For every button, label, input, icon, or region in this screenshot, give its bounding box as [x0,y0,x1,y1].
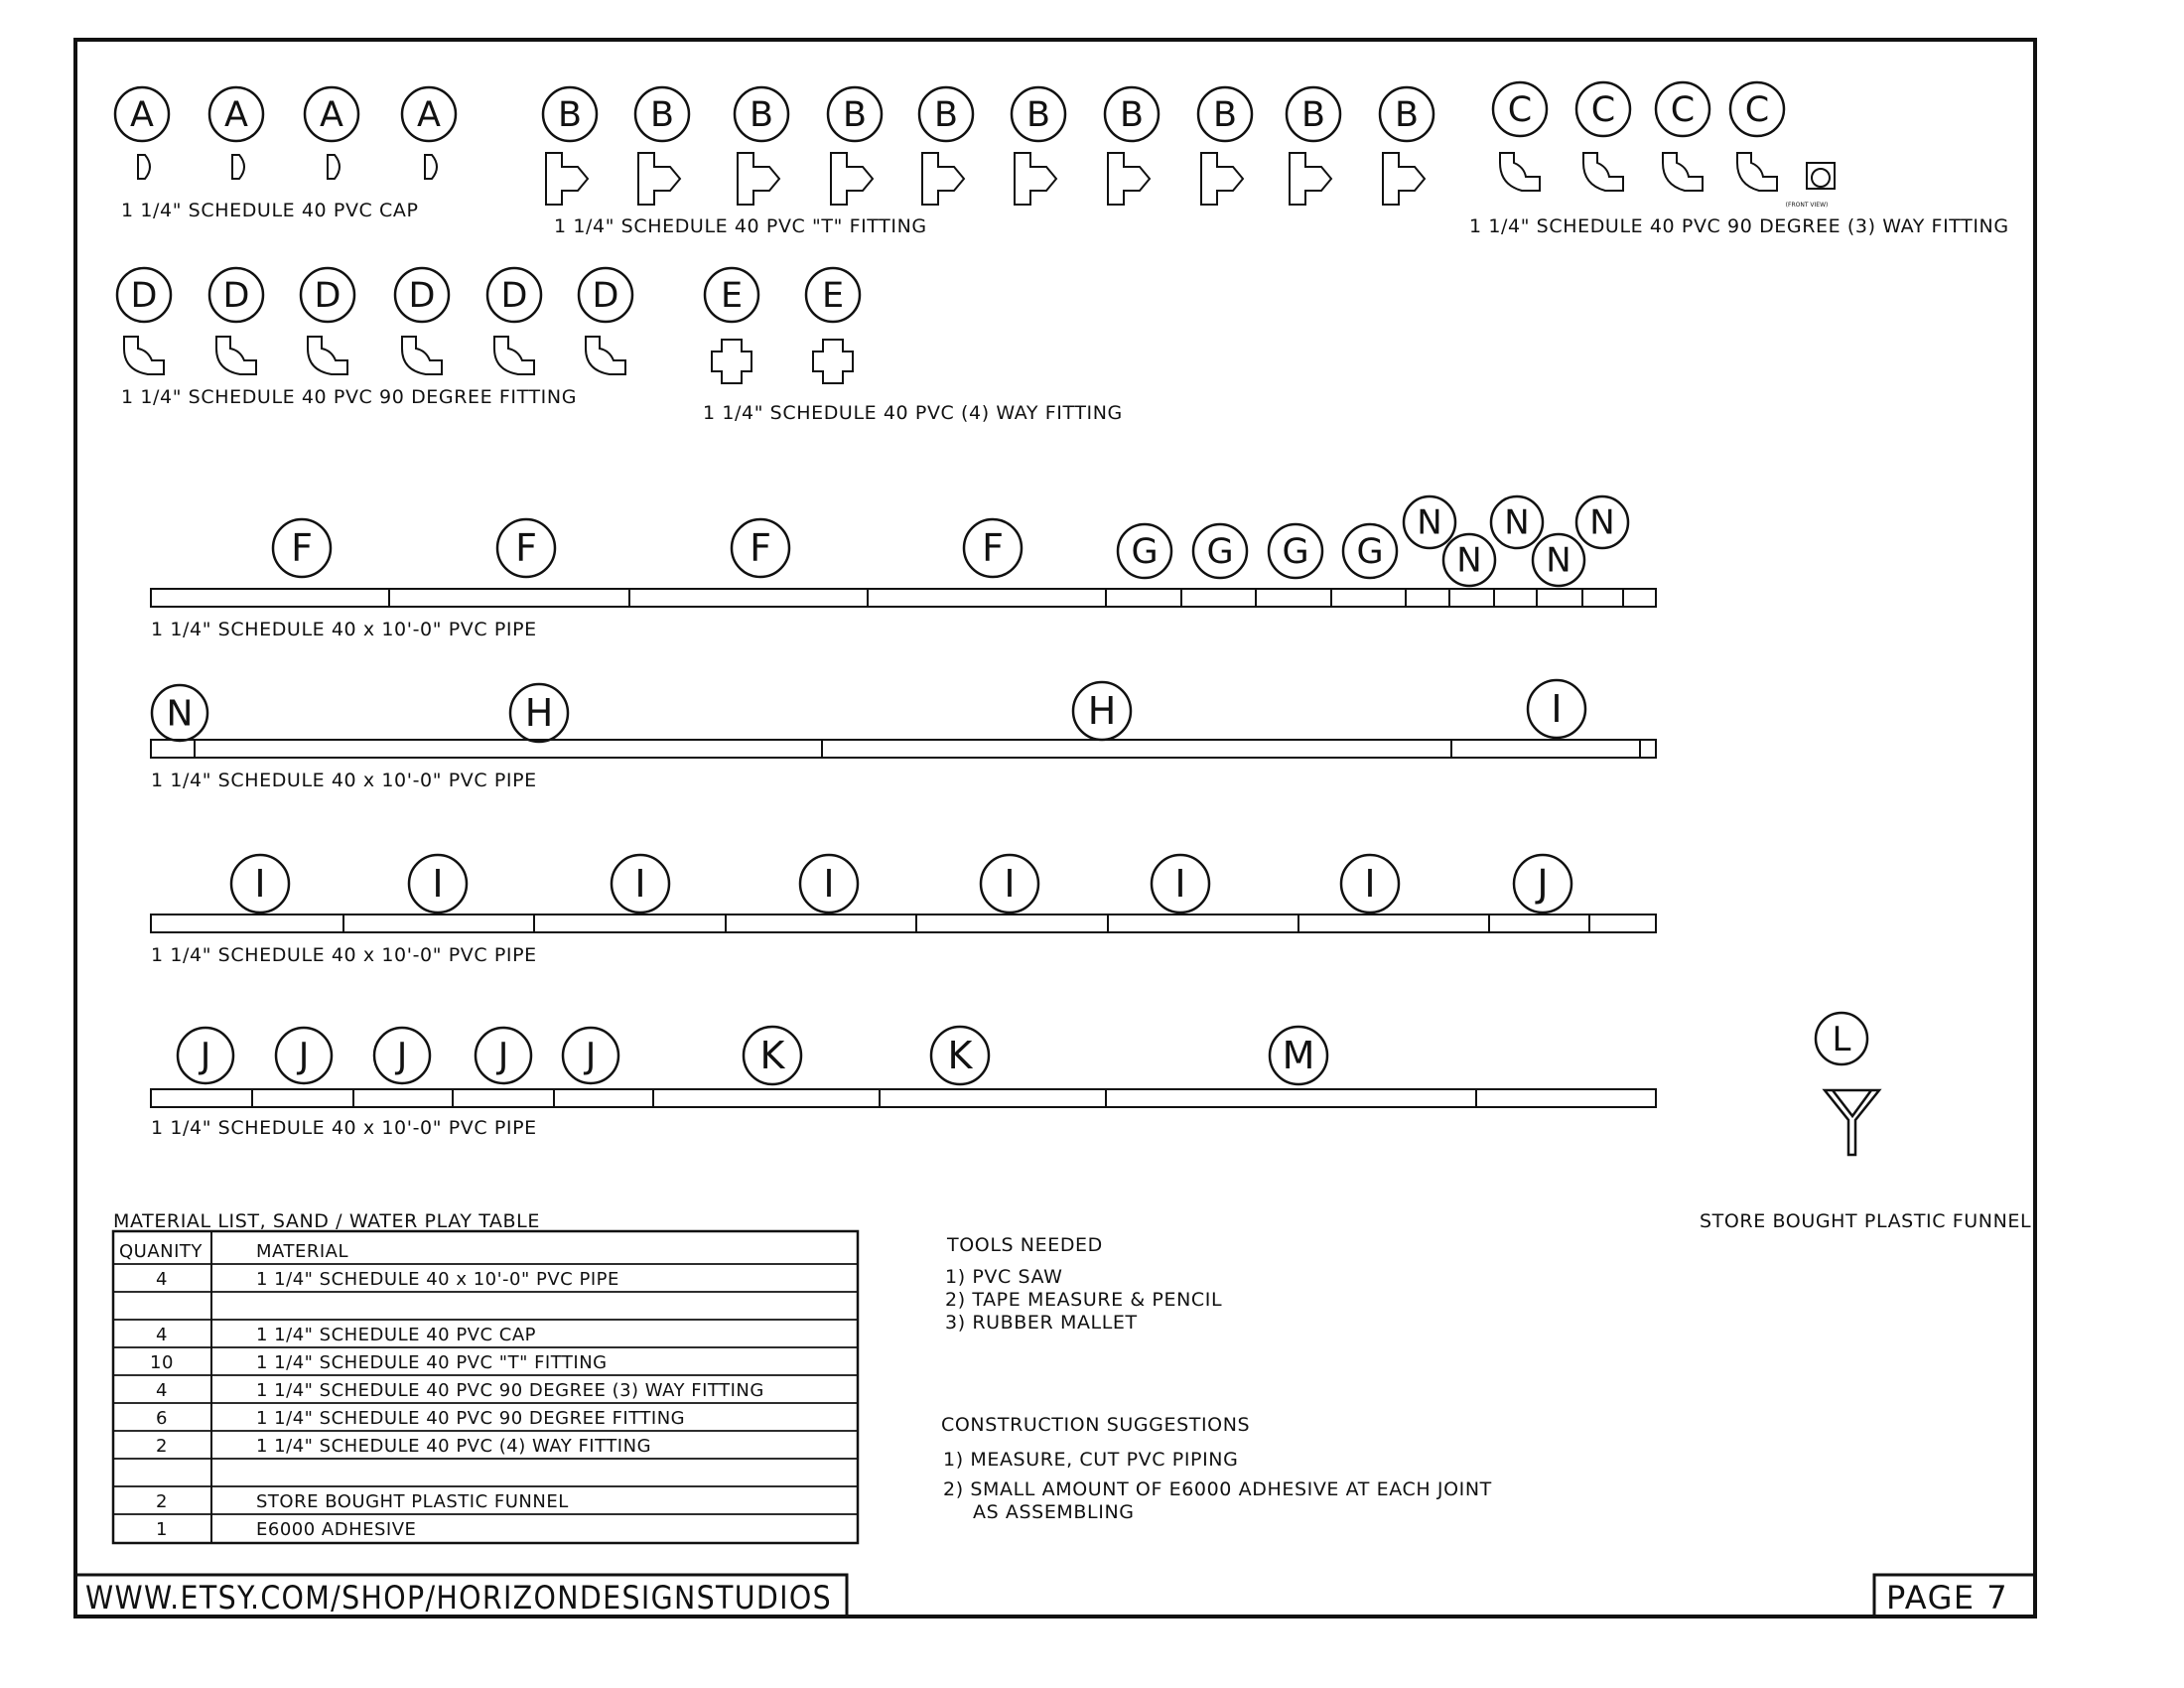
callout-k [931,1027,989,1084]
pipe-4-label: 1 1/4" SCHEDULE 40 x 10'-0" PVC PIPE [151,1117,537,1139]
callout-letter: J [1537,862,1549,907]
callout-letter: D [130,276,158,317]
callout-j [276,1028,332,1083]
callout-letter: D [592,276,619,317]
callout-j [178,1028,233,1083]
pipe-row-4 [151,1027,1656,1107]
pipe-1-label: 1 1/4" SCHEDULE 40 x 10'-0" PVC PIPE [151,619,537,640]
fitting-b-icon [922,153,964,205]
fitting-d-icon [494,337,534,374]
callout-j [374,1028,430,1083]
callout-letter: J [200,1036,211,1077]
callout-n [1443,534,1495,586]
callout-j [476,1028,531,1083]
callout-b [919,87,973,141]
callout-i [1528,680,1585,738]
material-name: 1 1/4" SCHEDULE 40 x 10'-0" PVC PIPE [256,1269,619,1290]
callout-letter: N [1456,540,1482,581]
callout-n [152,685,207,741]
callout-n [1576,496,1628,548]
fitting-b-icon [1383,153,1425,205]
callout-f [497,519,555,577]
fitting-a-icon [138,155,150,179]
fitting-b-icon [546,153,588,205]
callout-a [209,87,263,141]
callout-letter: N [1504,502,1530,543]
callout-j [1514,855,1571,913]
callout-f [964,519,1022,577]
callout-b [1012,87,1065,141]
material-quantity: 4 [156,1380,168,1401]
callout-letter: D [222,276,250,317]
construction-item: AS ASSEMBLING [973,1501,1135,1523]
website-url: WWW.ETSY.COM/SHOP/HORIZONDESIGNSTUDIOS [85,1579,832,1617]
funnel-callout-letter: L [1832,1020,1851,1059]
callout-letter: H [524,691,554,736]
callout-m [1270,1027,1327,1084]
callout-letter: J [298,1036,310,1077]
front-view-icon [1812,169,1830,187]
pipe-row-3 [151,855,1656,932]
fitting-d-icon [308,337,347,374]
callout-a [305,87,358,141]
callout-letter: J [497,1036,509,1077]
fitting-b-icon [1015,153,1056,205]
callout-letter: B [1212,95,1238,136]
callout-letter: B [1300,95,1326,136]
callout-e [806,268,860,322]
callout-letter: I [823,862,835,907]
tools-title: TOOLS NEEDED [947,1234,1103,1256]
callout-letter: I [1174,862,1186,907]
tool-item: 3) RUBBER MALLET [945,1312,1138,1334]
callout-letter: G [1206,532,1234,573]
fitting-e-icon [813,340,853,383]
material-name: 1 1/4" SCHEDULE 40 PVC 90 DEGREE FITTING [256,1408,686,1429]
callout-letter: I [432,862,444,907]
material-quantity: 4 [156,1269,168,1290]
tool-item: 1) PVC SAW [945,1266,1063,1288]
callout-b [828,87,882,141]
callout-i [231,855,289,913]
callout-letter: B [557,95,583,136]
callout-k [744,1027,801,1084]
pipe-row-1 [151,496,1656,607]
callout-b [543,87,597,141]
pipe-row-2 [151,680,1656,758]
callout-c [1730,82,1784,136]
callout-i [1341,855,1399,913]
callout-letter: K [759,1034,785,1078]
callout-d [487,268,541,322]
pipes-layer [151,496,1656,1107]
callout-f [273,519,331,577]
fitting-d-icon [216,337,256,374]
funnel-label: STORE BOUGHT PLASTIC FUNNEL [1700,1210,2032,1232]
callout-i [1152,855,1209,913]
callout-letter: B [1394,95,1420,136]
callout-letter: N [1589,502,1615,543]
callout-letter: B [1025,95,1051,136]
pipe-bar [151,914,1656,932]
callout-g [1343,524,1397,578]
fitting-b-icon [738,153,779,205]
header-material: MATERIAL [256,1241,348,1262]
callout-i [409,855,467,913]
callout-e [705,268,758,322]
tools-needed [945,1234,1222,1334]
callout-letter: N [166,693,194,735]
callout-letter: F [291,526,313,571]
callout-h [510,684,568,742]
callout-d [209,268,263,322]
tool-item: 2) TAPE MEASURE & PENCIL [945,1289,1223,1311]
funnel-group [1700,1013,2031,1232]
construction-title: CONSTRUCTION SUGGESTIONS [941,1414,1251,1436]
callout-d [117,268,171,322]
callout-j [563,1028,618,1083]
callout-n [1404,496,1455,548]
part-b-label: 1 1/4" SCHEDULE 40 PVC "T" FITTING [554,215,927,237]
material-name: STORE BOUGHT PLASTIC FUNNEL [256,1491,569,1512]
pipe-bar [151,589,1656,607]
callout-letter: G [1356,532,1384,573]
fitting-e-icon [712,340,751,383]
callout-letter: F [750,526,771,571]
construction-item: 2) SMALL AMOUNT OF E6000 ADHESIVE AT EACH JOINT [943,1478,1492,1500]
material-name: 1 1/4" SCHEDULE 40 PVC 90 DEGREE (3) WAY FITTING [256,1380,764,1401]
callout-d [395,268,449,322]
callout-f [732,519,789,577]
callout-letter: H [1087,689,1117,734]
callout-letter: G [1282,532,1309,573]
part-e-label: 1 1/4" SCHEDULE 40 PVC (4) WAY FITTING [703,402,1123,424]
material-name: 1 1/4" SCHEDULE 40 PVC "T" FITTING [256,1352,608,1373]
fitting-a-icon [425,155,437,179]
part-c-label: 1 1/4" SCHEDULE 40 PVC 90 DEGREE (3) WAY FITTING [1469,215,2009,237]
material-quantity: 4 [156,1325,168,1345]
callout-n [1491,496,1543,548]
material-name: E6000 ADHESIVE [256,1519,417,1540]
pipe-3-label: 1 1/4" SCHEDULE 40 x 10'-0" PVC PIPE [151,944,537,966]
callout-d [301,268,354,322]
pipe-bar [151,1089,1656,1107]
fitting-d-icon [402,337,442,374]
callout-d [579,268,632,322]
callout-letter: F [515,526,537,571]
fitting-b-icon [1290,153,1331,205]
callout-c [1576,82,1630,136]
callout-b [1105,87,1159,141]
callout-b [735,87,788,141]
front-view-icon [1807,163,1835,189]
callout-b [635,87,689,141]
callout-letter: N [1417,502,1442,543]
callout-letter: A [224,95,248,136]
callout-letter: D [408,276,436,317]
fitting-c-icon [1500,153,1540,191]
fitting-b-icon [1201,153,1243,205]
callout-letter: B [749,95,774,136]
callout-letter: F [982,526,1004,571]
pipe-bar [151,740,1656,758]
callout-letter: I [1004,862,1016,907]
callout-i [800,855,858,913]
material-list [113,1210,858,1543]
callout-letter: D [500,276,528,317]
callout-letter: B [649,95,675,136]
funnel-icon [1825,1090,1879,1155]
callout-letter: I [634,862,646,907]
fitting-d-icon [586,337,625,374]
front-view-note: (FRONT VIEW) [1785,202,1829,209]
callout-b [1198,87,1252,141]
callout-letter: A [417,95,441,136]
callout-c [1656,82,1709,136]
fitting-b-icon [831,153,873,205]
callout-a [115,87,169,141]
material-quantity: 1 [156,1519,168,1540]
callout-letter: A [130,95,154,136]
callout-letter: J [585,1036,597,1077]
material-quantity: 2 [156,1436,168,1457]
material-quantity: 10 [150,1352,174,1373]
construction-item: 1) MEASURE, CUT PVC PIPING [943,1449,1239,1471]
pipe-2-label: 1 1/4" SCHEDULE 40 x 10'-0" PVC PIPE [151,770,537,791]
callout-letter: K [947,1034,973,1078]
material-list-title: MATERIAL LIST, SAND / WATER PLAY TABLE [113,1210,540,1232]
callout-g [1193,524,1247,578]
callout-letter: B [933,95,959,136]
fitting-b-icon [638,153,680,205]
fitting-d-icon [124,337,164,374]
callout-b [1287,87,1340,141]
callout-c [1493,82,1547,136]
construction-suggestions [941,1414,1492,1523]
callout-letter: M [1282,1034,1315,1078]
callout-letter: A [320,95,343,136]
page-number: PAGE 7 [1886,1579,2009,1617]
callout-h [1073,682,1131,740]
callout-letter: E [821,276,845,317]
callout-letter: I [254,862,266,907]
callout-i [981,855,1038,913]
callout-g [1118,524,1171,578]
header-quantity: QUANITY [119,1241,203,1262]
callout-letter: I [1551,687,1563,732]
fitting-a-icon [232,155,244,179]
callout-letter: B [842,95,868,136]
fitting-b-icon [1108,153,1150,205]
callout-letter: B [1119,95,1145,136]
part-d-label: 1 1/4" SCHEDULE 40 PVC 90 DEGREE FITTING [121,386,578,408]
fitting-c-icon [1737,153,1777,191]
callout-a [402,87,456,141]
material-name: 1 1/4" SCHEDULE 40 PVC (4) WAY FITTING [256,1436,652,1457]
material-name: 1 1/4" SCHEDULE 40 PVC CAP [256,1325,537,1345]
callout-n [1533,534,1584,586]
callout-letter: C [1744,90,1770,131]
callout-letter: I [1364,862,1376,907]
callout-i [612,855,669,913]
callout-letter: C [1590,90,1616,131]
callout-letter: G [1131,532,1159,573]
callout-letter: D [314,276,341,317]
callout-b [1380,87,1433,141]
callout-letter: C [1507,90,1533,131]
callout-letter: C [1670,90,1696,131]
fitting-c-icon [1583,153,1623,191]
fitting-a-icon [328,155,340,179]
part-a-label: 1 1/4" SCHEDULE 40 PVC CAP [121,200,419,221]
callout-letter: N [1546,540,1571,581]
callout-letter: E [720,276,744,317]
callout-g [1269,524,1322,578]
material-quantity: 2 [156,1491,168,1512]
material-quantity: 6 [156,1408,168,1429]
fitting-c-icon [1663,153,1703,191]
callout-letter: J [396,1036,408,1077]
